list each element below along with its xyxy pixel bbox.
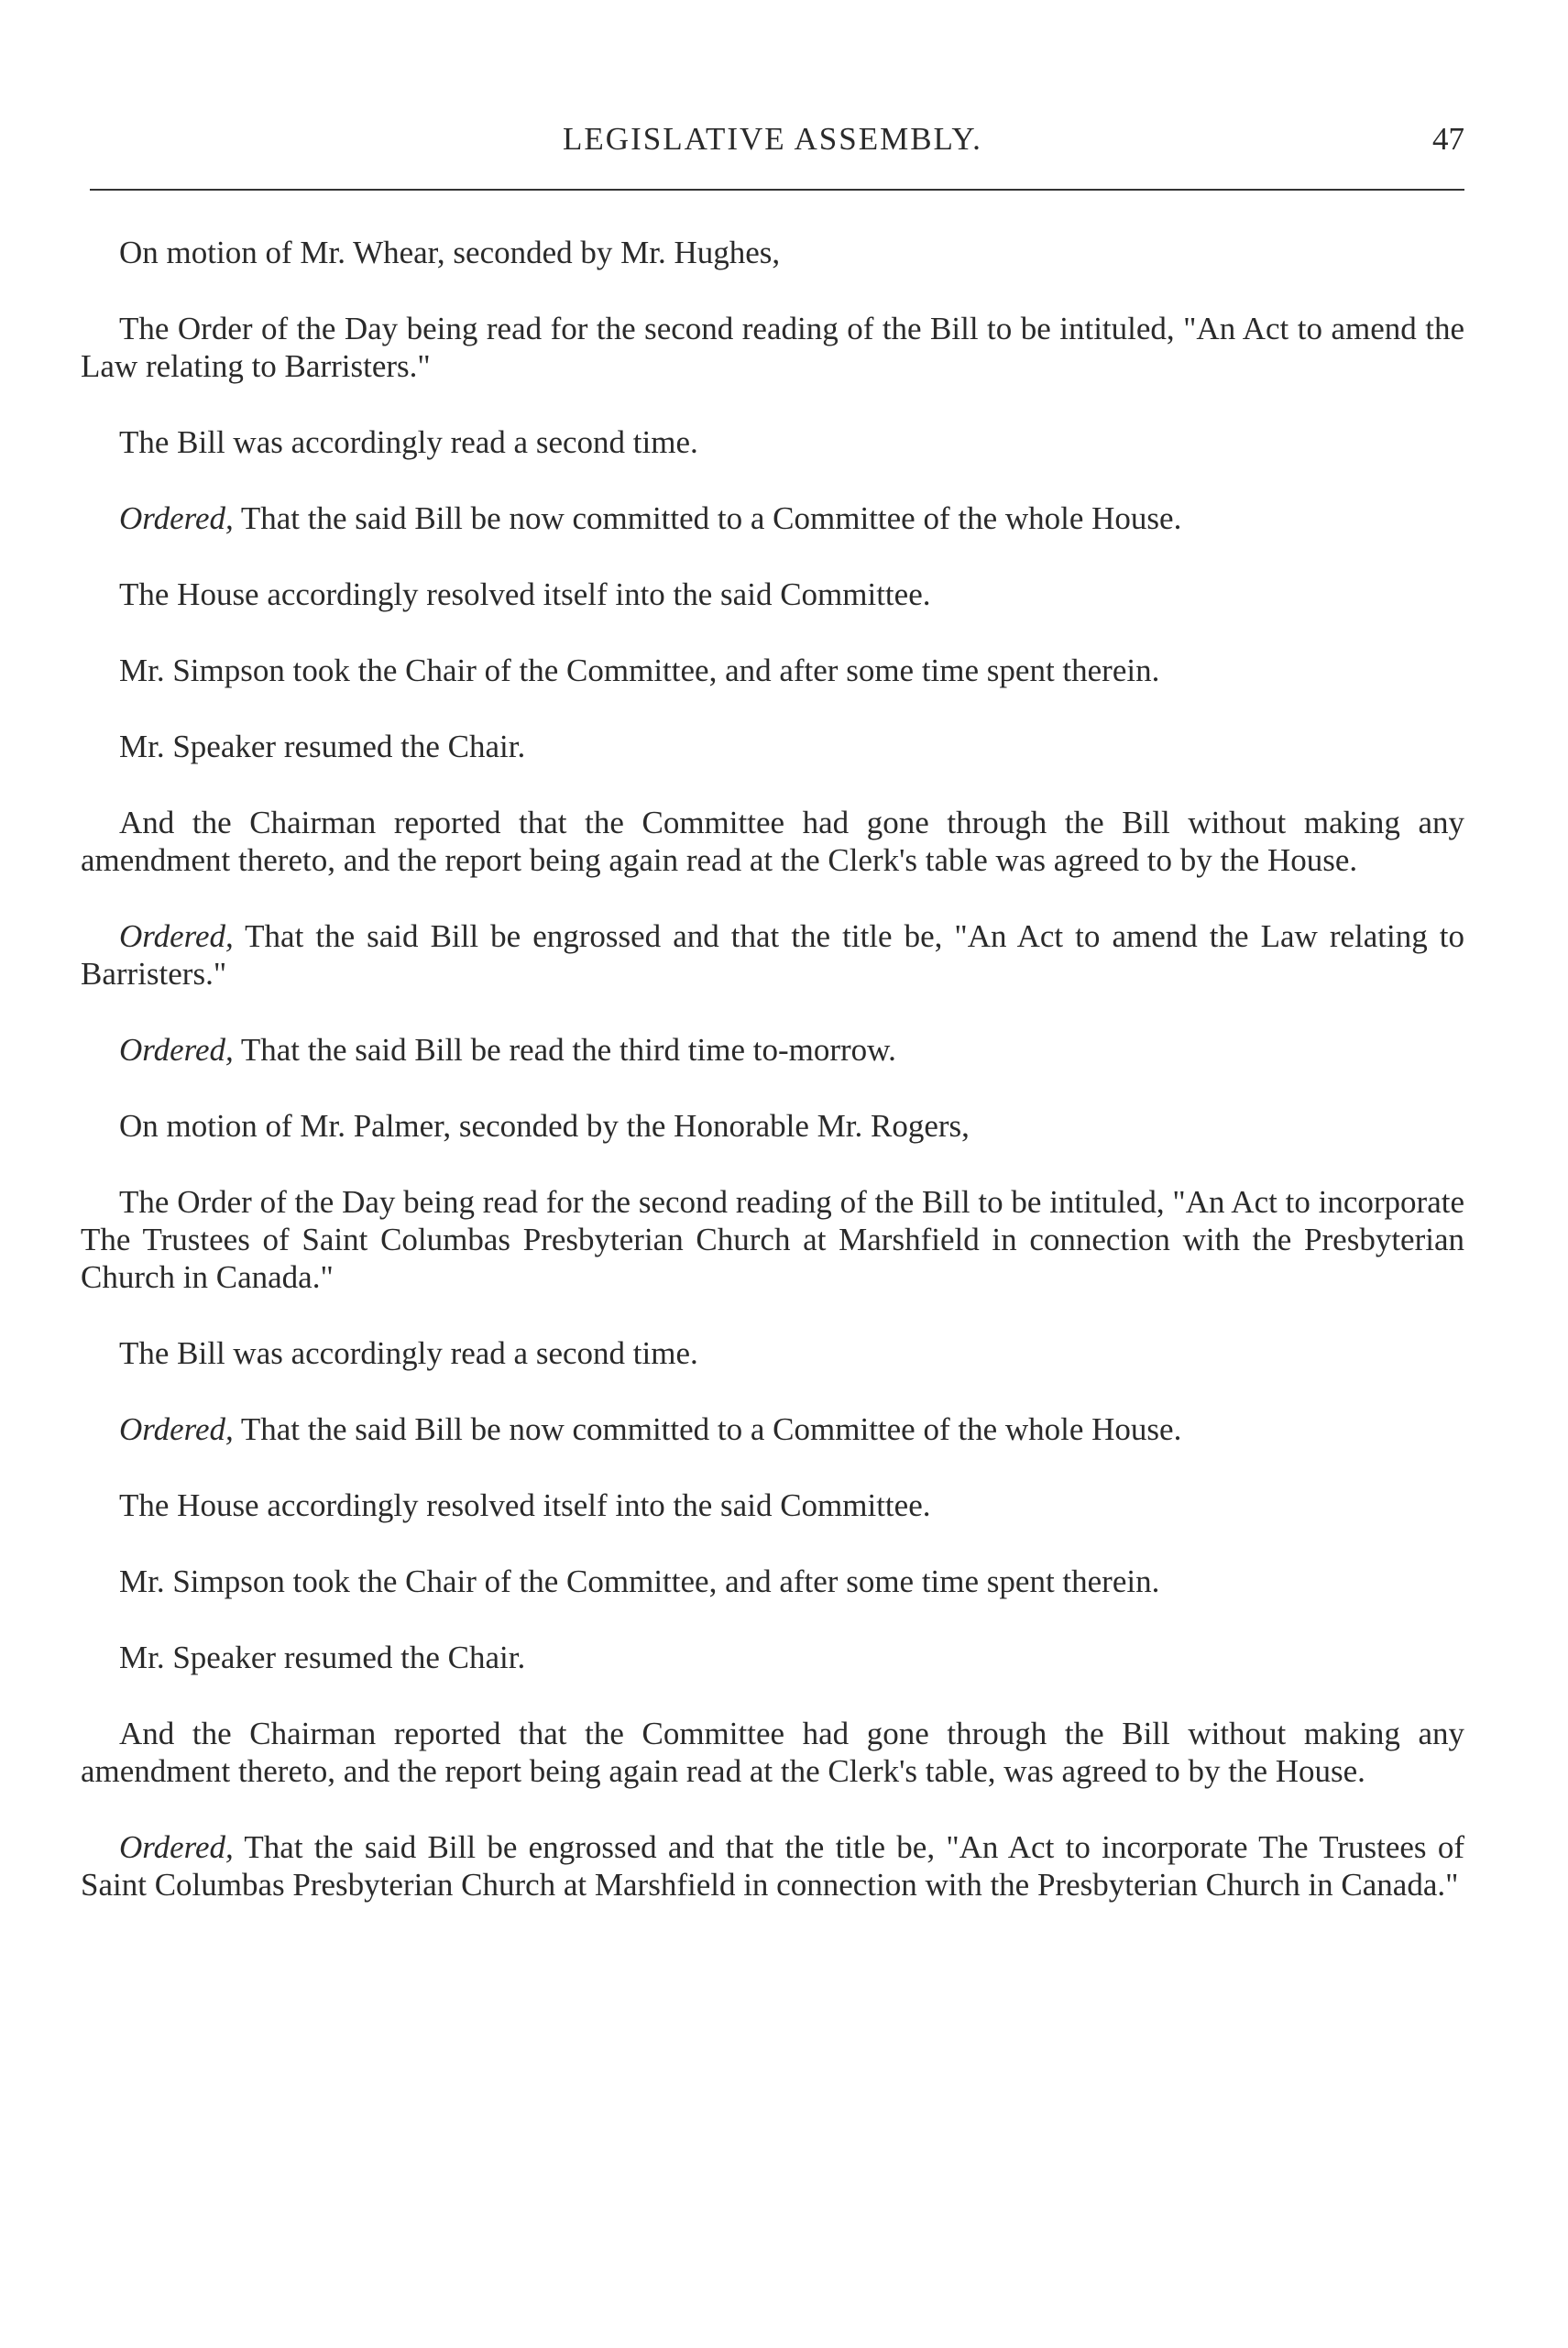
paragraph-text: Mr. Simpson took the Chair of the Committee, and after some time spent therein. bbox=[119, 1564, 1160, 1599]
paragraph-lead: Ordered, bbox=[119, 500, 234, 536]
paragraph bbox=[81, 804, 1464, 879]
paragraph bbox=[81, 423, 1464, 461]
paragraph-text: On motion of Mr. Palmer, seconded by the Honorable Mr. Rogers, bbox=[119, 1108, 970, 1144]
paragraph bbox=[81, 1639, 1464, 1676]
paragraph bbox=[81, 728, 1464, 765]
paragraph bbox=[81, 1410, 1464, 1448]
paragraph-lead: Ordered, bbox=[119, 1411, 234, 1447]
paragraph-text: That the said Bill be engrossed and that the title be, "An Act to amend the Law relating to Barristers." bbox=[81, 918, 1464, 992]
paragraph-text: That the said Bill be read the third time to-morrow. bbox=[233, 1032, 896, 1068]
paragraph bbox=[81, 234, 1464, 271]
paragraph-text: Mr. Simpson took the Chair of the Committee, and after some time spent therein. bbox=[119, 653, 1160, 688]
paragraph bbox=[81, 1334, 1464, 1372]
paragraph-text: The House accordingly resolved itself into the said Committee. bbox=[119, 1487, 931, 1523]
running-head: LEGISLATIVE ASSEMBLY. bbox=[563, 121, 982, 157]
paragraph-lead: Ordered, bbox=[119, 918, 234, 954]
paragraph-lead: Ordered, bbox=[119, 1829, 234, 1865]
paragraph-text: The Order of the Day being read for the second reading of the Bill to be intituled, "An Act to incorporate The Trustees of Saint Columbas Presbyterian Church at Marshfield in connection with the Presbyterian Church in Canada." bbox=[81, 1184, 1464, 1295]
paragraph bbox=[81, 1828, 1464, 1904]
paragraph bbox=[81, 1183, 1464, 1296]
paragraph bbox=[81, 652, 1464, 689]
paragraph-text: The House accordingly resolved itself into the said Committee. bbox=[119, 576, 931, 612]
paragraph-text: That the said Bill be now committed to a Committee of the whole House. bbox=[233, 1411, 1182, 1447]
paragraph bbox=[81, 1715, 1464, 1790]
paragraph-text: The Bill was accordingly read a second time. bbox=[119, 424, 698, 460]
paragraph bbox=[81, 917, 1464, 993]
document-page bbox=[81, 110, 1464, 1903]
paragraph-text: That the said Bill be now committed to a Committee of the whole House. bbox=[233, 500, 1182, 536]
paragraph-text: On motion of Mr. Whear, seconded by Mr. Hughes, bbox=[119, 235, 781, 270]
page-header bbox=[81, 110, 1464, 183]
paragraph-text: Mr. Speaker resumed the Chair. bbox=[119, 1640, 526, 1675]
paragraph-text: The Order of the Day being read for the second reading of the Bill to be intituled, "An Act to amend the Law relating to Barristers." bbox=[81, 311, 1464, 384]
paragraph-lead: Ordered, bbox=[119, 1032, 234, 1068]
paragraph bbox=[81, 1107, 1464, 1145]
paragraph bbox=[81, 1031, 1464, 1069]
paragraph bbox=[81, 1487, 1464, 1524]
paragraph-text: The Bill was accordingly read a second time. bbox=[119, 1335, 698, 1371]
paragraph bbox=[81, 576, 1464, 613]
page-body bbox=[81, 234, 1464, 1942]
paragraph-text: Mr. Speaker resumed the Chair. bbox=[119, 729, 526, 764]
paragraph bbox=[81, 1563, 1464, 1600]
page-number: 47 bbox=[1432, 121, 1464, 157]
paragraph-text: That the said Bill be engrossed and that the title be, "An Act to incorporate The Trustees of Saint Columbas Presbyterian Church at Marshfield in connection with the Presbyterian Church in Canada." bbox=[81, 1829, 1464, 1903]
paragraph bbox=[81, 310, 1464, 385]
header-rule bbox=[90, 189, 1464, 191]
paragraph-text: And the Chairman reported that the Committee had gone through the Bill without making any amendment thereto, and the report being again read at the Clerk's table, was agreed to by the House. bbox=[81, 1716, 1464, 1789]
paragraph-text: And the Chairman reported that the Committee had gone through the Bill without making any amendment thereto, and the report being again read at the Clerk's table was agreed to by the House. bbox=[81, 805, 1464, 878]
paragraph bbox=[81, 499, 1464, 537]
